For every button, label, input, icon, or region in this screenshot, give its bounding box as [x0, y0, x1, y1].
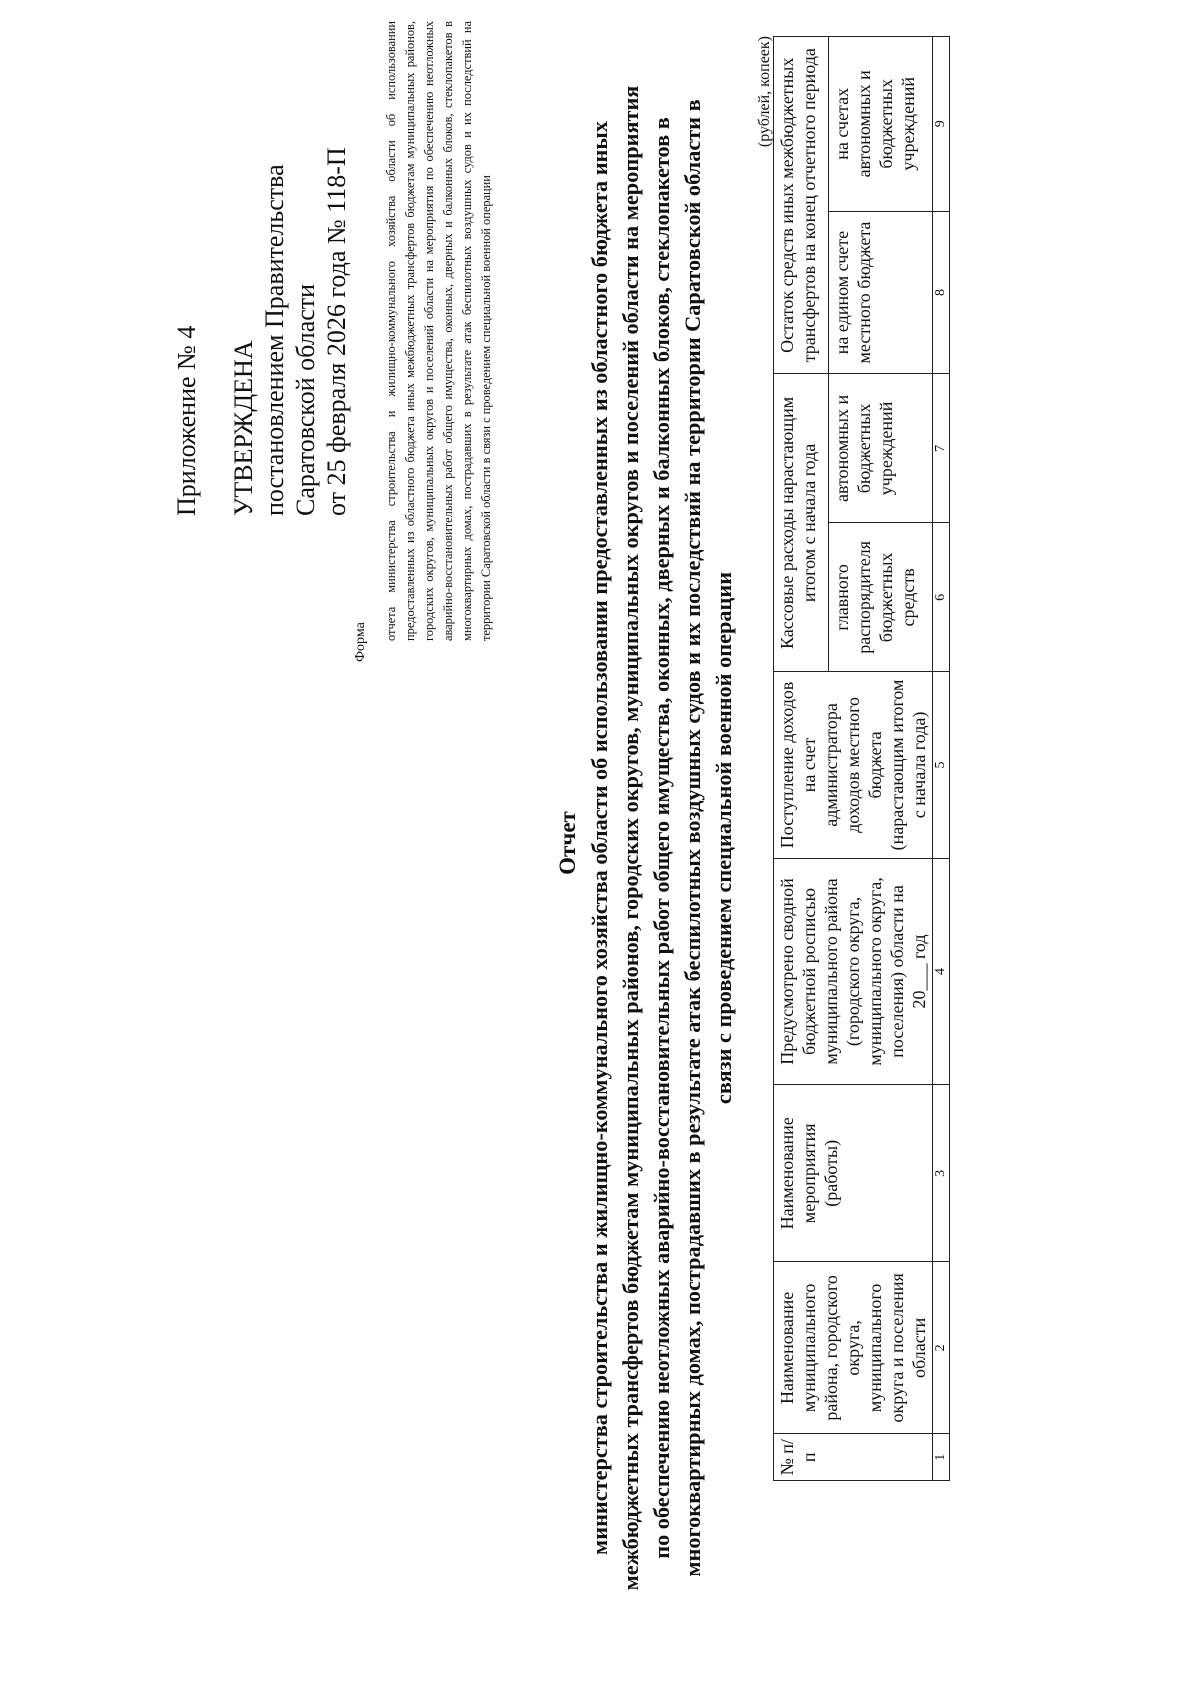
column-number: 7	[933, 374, 950, 523]
report-title: Отчет	[555, 811, 580, 875]
header-cell-number: № п/п	[774, 1434, 933, 1481]
appendix-number: Приложение № 4	[172, 325, 201, 516]
approval-line: УТВЕРЖДЕНА	[229, 340, 258, 516]
approval-line: от 25 февраля 2026 года № 118-П	[322, 147, 351, 516]
column-number: 8	[933, 211, 950, 374]
header-cell-main-manager: главного распорядителя бюджетных средств	[828, 523, 932, 672]
report-subtitle: министерства строительства и жилищно-коммунального хозяйства области об использовании предоставленных из областного бюджета иных межбюджетных трансфертов бюджетам муниципальных районов, городских округов, муниципальных округов и поселений области на мероприятия по обеспечению неотложных аварийно-восстановительных работ общего имущества, оконных, дверных и балконных блоков, стеклопакетов в многоквартирных домах, пострадавших в результате атак беспилотных воздушных судов и их последствий на территории Саратовской области в связи с проведением специальной военной операции	[587, 85, 736, 1591]
header-cell-institution-accounts: на счетах автономных и бюджетных учреждений	[828, 37, 932, 212]
column-number: 9	[933, 37, 950, 212]
column-number: 3	[933, 1085, 950, 1262]
form-description: отчета министерства строительства и жилищно-коммунального хозяйства области об использовании предоставленных из областного бюджета иных межбюджетных трансфертов бюджетам муниципальных районов, городских округов, муниципальных округов и поселений области на мероприятия по обеспечению неотложных аварийно-восстановительных работ общего имущества, оконных, дверных и балконных блоков, стеклопакетов в многоквартирных домах, пострадавших в результате атак беспилотных воздушных судов и их последствий на территории Саратовской области в связи с проведением специальной военной операции	[384, 21, 493, 641]
header-cell-balance: Остаток средств иных межбюджетных трансфертов на конец отчетного периода	[774, 37, 829, 374]
header-cell-revenue: Поступление доходов на счет администратора доходов местного бюджета (нарастающим итогом с начала года)	[774, 672, 933, 858]
header-cell-single-account: на едином счете местного бюджета	[828, 211, 932, 374]
header-cell-cash-expenses: Кассовые расходы нарастающим итогом с начала года	[774, 374, 829, 672]
column-number: 2	[933, 1262, 950, 1434]
form-label: Форма	[353, 622, 368, 662]
report-table	[773, 36, 950, 1481]
approval-block	[228, 16, 352, 516]
column-number: 4	[933, 858, 950, 1085]
header-cell-activity: Наименование мероприятия (работы)	[774, 1085, 933, 1262]
header-cell-municipality: Наименование муниципального района, городского округа, муниципального округа и поселения области	[774, 1262, 933, 1434]
header-cell-institutions: автономных и бюджетных учреждений	[828, 374, 932, 523]
approval-line: постановлением Правительства	[260, 164, 289, 516]
approval-line: Саратовской области	[291, 283, 320, 516]
column-number: 6	[933, 523, 950, 672]
column-number: 5	[933, 672, 950, 858]
units-note: (рублей, копеек)	[756, 36, 773, 148]
column-number: 1	[933, 1434, 950, 1481]
header-cell-planned: Предусмотрено сводной бюджетной росписью муниципального района (городского округа, муниципального округа, поселения) области на 20___ год	[774, 858, 933, 1085]
